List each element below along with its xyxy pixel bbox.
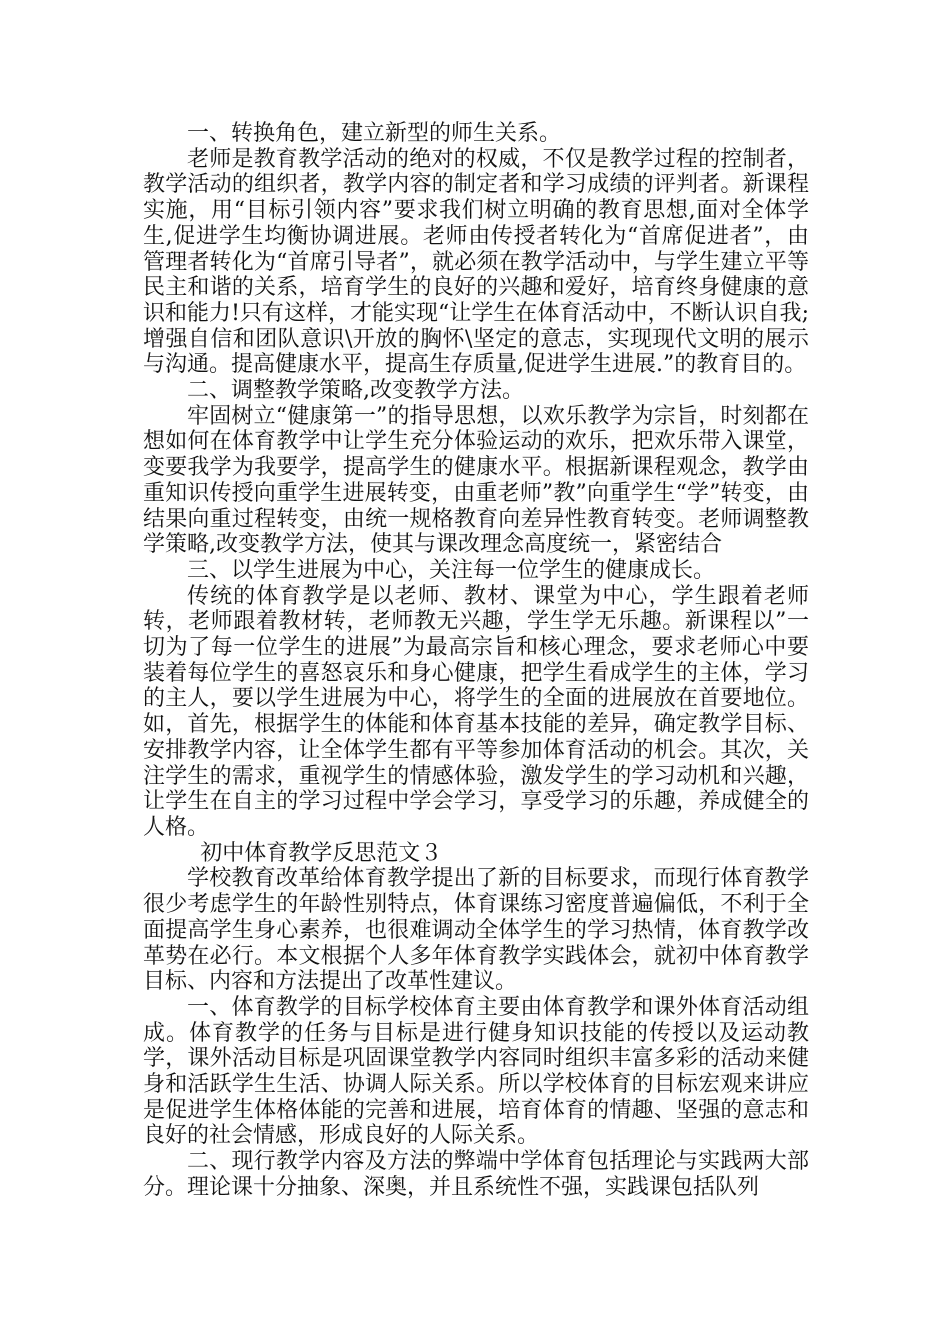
body-paragraph: 学校教育改革给体育教学提出了新的目标要求，而现行体育教学很少考虑学生的年龄性别特点，体育课练习密度普遍偏低，不利于全面提高学生身心素养，也很难调动全体学生的学习热情，体育教学改革势在必行。本文根据个人多年体育教学实践体会，就初中体育教学目标、内容和方法提出了改革性建议。 xyxy=(143,866,809,995)
body-paragraph: 二、现行教学内容及方法的弊端中学体育包括理论与实践两大部分。理论课十分抽象、深奥，并且系统性不强，实践课包括队列 xyxy=(143,1149,809,1200)
body-paragraph: 一、体育教学的目标学校体育主要由体育教学和课外体育活动组成。体育教学的任务与目标是进行健身知识技能的传授以及运动教学，课外活动目标是巩固课堂教学内容同时组织丰富多彩的活动来健身和活跃学生生活、协调人际关系。所以学校体育的目标宏观来讲应是促进学生体格体能的完善和进展，培育体育的情趣、坚强的意志和良好的社会情感，形成良好的人际关系。 xyxy=(143,994,809,1149)
body-paragraph: 老师是教育教学活动的绝对的权威，不仅是教学过程的控制者，教学活动的组织者，教学内容的制定者和学习成绩的评判者。新课程实施，用“目标引领内容”要求我们树立明确的教育思想,面对全体学生,促进学生均衡协调进展。老师由传授者转化为“首席促进者”，由管理者转化为“首席引导者”，就必须在教学活动中，与学生建立平等民主和谐的关系，培育学生的良好的兴趣和爱好，培育终身健康的意识和能力!只有这样，才能实现“让学生在体育活动中，不断认识自我;增强自信和团队意识\开放的胸怀\坚定的意志，实现现代文明的展示与沟通。提高健康水平，提高生存质量,促进学生进展.”的教育目的。 xyxy=(143,146,809,378)
section-heading-2: 二、调整教学策略,改变教学方法。 xyxy=(187,378,524,404)
section-heading-3: 三、以学生进展为中心，关注每一位学生的健康成长。 xyxy=(187,557,716,583)
document-body xyxy=(143,121,809,1201)
article-title: 初中体育教学反思范文３ xyxy=(200,840,443,866)
body-paragraph: 传统的体育教学是以老师、教材、课堂为中心，学生跟着老师转，老师跟着教材转，老师教无兴趣，学生学无乐趣。新课程以”一切为了每一位学生的进展”为最高宗旨和核心理念，要求老师心中要装着每位学生的喜怒哀乐和身心健康，把学生看成学生的主体，学习的主人，要以学生进展为中心，将学生的全面的进展放在首要地位。如，首先，根据学生的体能和体育基本技能的差异，确定教学目标、安排教学内容，让全体学生都有平等参加体育活动的机会。其次，关注学生的需求，重视学生的情感体验，激发学生的学习动机和兴趣，让学生在自主的学习过程中学会学习，享受学习的乐趣，养成健全的人格。 xyxy=(143,583,809,840)
section-heading-1: 一、转换角色，建立新型的师生关系。 xyxy=(187,121,562,146)
body-paragraph: 牢固树立“健康第一”的指导思想，以欢乐教学为宗旨，时刻都在想如何在体育教学中让学生充分体验运动的欢乐，把欢乐带入课堂，变要我学为我要学，提高学生的健康水平。根据新课程观念，教学由重知识传授向重学生进展转变，由重老师”教”向重学生“学”转变，由结果向重过程转变，由统一规格教育向差异性教育转变。老师调整教学策略,改变教学方法，使其与课改理念高度统一，紧密结合 xyxy=(143,403,809,558)
